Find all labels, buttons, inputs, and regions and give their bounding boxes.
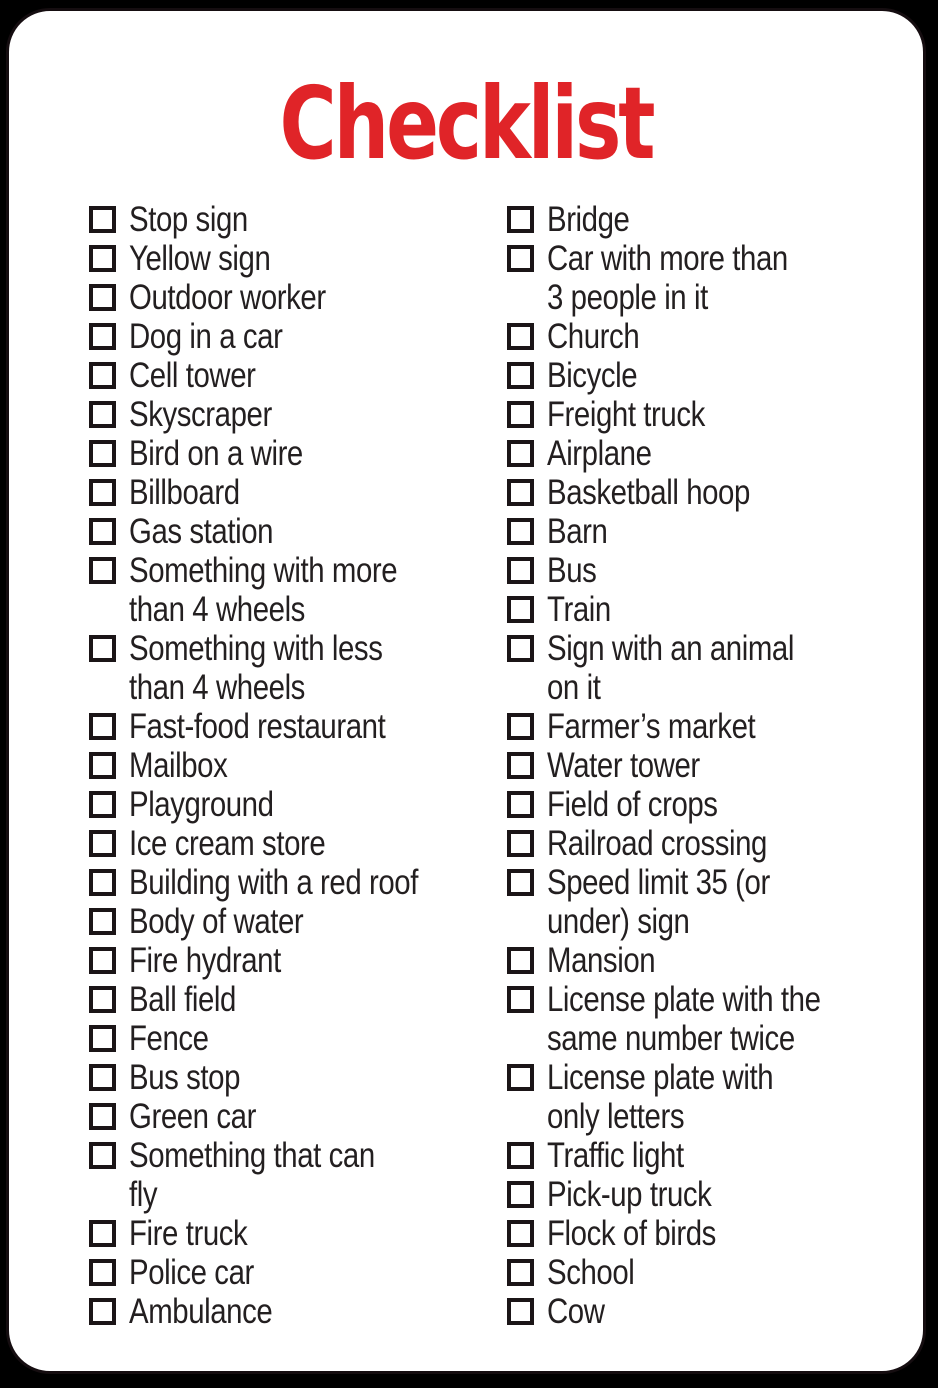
checkbox[interactable]: [89, 986, 116, 1013]
checklist-item-label: Traffic light: [547, 1136, 684, 1175]
checkbox[interactable]: [89, 1298, 116, 1325]
checkbox[interactable]: [89, 323, 116, 350]
checkbox[interactable]: [507, 1142, 534, 1169]
checklist-item: [507, 1175, 923, 1214]
checkbox[interactable]: [507, 1298, 534, 1325]
checklist-item: [507, 1214, 923, 1253]
checklist-item-label: Bus stop: [129, 1058, 241, 1097]
checklist-card: [6, 8, 926, 1374]
checkbox[interactable]: [507, 947, 534, 974]
checklist-item: [89, 1253, 507, 1292]
checkbox[interactable]: [507, 713, 534, 740]
checklist-item: [89, 317, 507, 356]
checklist-item-label: Cell tower: [129, 356, 256, 395]
checklist-item-label: Car with more than 3 people in it: [547, 239, 788, 317]
checkbox[interactable]: [89, 791, 116, 818]
checklist-item-label: Train: [547, 590, 611, 629]
checkbox[interactable]: [89, 557, 116, 584]
checklist-item-label: Green car: [129, 1097, 256, 1136]
checkbox[interactable]: [507, 596, 534, 623]
checklist-item-label: Building with a red roof: [129, 863, 418, 902]
checklist-item: [89, 395, 507, 434]
checklist-item-label: Freight truck: [547, 395, 705, 434]
checkbox[interactable]: [507, 557, 534, 584]
checkbox[interactable]: [507, 245, 534, 272]
checklist-item-label: Bird on a wire: [129, 434, 303, 473]
checklist-item: [89, 1292, 507, 1331]
checkbox[interactable]: [89, 401, 116, 428]
checkbox[interactable]: [89, 362, 116, 389]
checkbox[interactable]: [89, 1259, 116, 1286]
checklist-item: [89, 434, 507, 473]
checkbox[interactable]: [507, 1064, 534, 1091]
checkbox[interactable]: [89, 206, 116, 233]
checklist-item: [89, 1214, 507, 1253]
checkbox[interactable]: [89, 1025, 116, 1052]
checkbox[interactable]: [89, 1064, 116, 1091]
checklist-item: [89, 356, 507, 395]
checklist-item: [507, 629, 923, 707]
checklist-item-label: Church: [547, 317, 640, 356]
checkbox[interactable]: [89, 440, 116, 467]
checkbox[interactable]: [89, 518, 116, 545]
checklist-item: [507, 1292, 923, 1331]
checklist-item-label: Airplane: [547, 434, 652, 473]
checklist-item: [507, 551, 923, 590]
checklist-item: [507, 434, 923, 473]
checkbox[interactable]: [89, 869, 116, 896]
checklist-item: [507, 941, 923, 980]
checklist-item: [89, 902, 507, 941]
checklist-item: [89, 707, 507, 746]
checklist-item: [507, 824, 923, 863]
checkbox[interactable]: [507, 1259, 534, 1286]
checklist-item: [507, 1253, 923, 1292]
checklist-item-label: Stop sign: [129, 200, 248, 239]
checklist-item: [89, 1097, 507, 1136]
checkbox[interactable]: [89, 284, 116, 311]
checklist-item: [89, 278, 507, 317]
checkbox[interactable]: [507, 830, 534, 857]
checklist-item-label: Mailbox: [129, 746, 228, 785]
checklist-item: [507, 863, 923, 941]
checkbox[interactable]: [89, 479, 116, 506]
checkbox[interactable]: [507, 479, 534, 506]
checkbox[interactable]: [89, 635, 116, 662]
checkbox[interactable]: [89, 947, 116, 974]
checklist-item: [507, 473, 923, 512]
checkbox[interactable]: [507, 440, 534, 467]
checklist-item-label: Barn: [547, 512, 608, 551]
checklist-item-label: Bicycle: [547, 356, 638, 395]
checkbox[interactable]: [89, 830, 116, 857]
checklist-item-label: Field of crops: [547, 785, 718, 824]
checklist-item: [507, 785, 923, 824]
checklist-item: [507, 1058, 923, 1136]
checkbox[interactable]: [507, 791, 534, 818]
checklist-item: [89, 980, 507, 1019]
page-title: Checklist: [279, 65, 653, 182]
checklist-item-label: Fast-food restaurant: [129, 707, 386, 746]
checklist-item-label: Ice cream store: [129, 824, 326, 863]
checklist-item-label: Fence: [129, 1019, 209, 1058]
checklist-item-label: Farmer’s market: [547, 707, 756, 746]
checkbox[interactable]: [89, 752, 116, 779]
checkbox[interactable]: [89, 713, 116, 740]
checklist-item-label: Flock of birds: [547, 1214, 716, 1253]
checklist-columns: [89, 200, 923, 1331]
checkbox[interactable]: [507, 1220, 534, 1247]
checklist-item-label: Ball field: [129, 980, 236, 1019]
checkbox[interactable]: [507, 206, 534, 233]
checklist-item-label: Railroad crossing: [547, 824, 768, 863]
checklist-item-label: Skyscraper: [129, 395, 272, 434]
checklist-item: [507, 356, 923, 395]
checklist-item: [89, 1058, 507, 1097]
checklist-item: [507, 707, 923, 746]
checklist-item-label: Fire truck: [129, 1214, 248, 1253]
checkbox[interactable]: [507, 362, 534, 389]
checklist-item-label: Water tower: [547, 746, 700, 785]
checkbox[interactable]: [89, 245, 116, 272]
checklist-item-label: Playground: [129, 785, 274, 824]
checklist-item-label: Yellow sign: [129, 239, 271, 278]
checklist-item: [89, 473, 507, 512]
checkbox[interactable]: [507, 323, 534, 350]
checkbox[interactable]: [89, 1103, 116, 1130]
checklist-item-label: Pick-up truck: [547, 1175, 712, 1214]
checklist-item-label: Bridge: [547, 200, 630, 239]
checkbox[interactable]: [89, 908, 116, 935]
checklist-item-label: Something with less than 4 wheels: [129, 629, 383, 707]
checkbox[interactable]: [507, 518, 534, 545]
checklist-item: [89, 824, 507, 863]
checklist-item: [89, 941, 507, 980]
checklist-item: [507, 746, 923, 785]
checklist-item-label: Basketball hoop: [547, 473, 750, 512]
checklist-item: [507, 239, 923, 317]
checklist-item: [89, 512, 507, 551]
checklist-item-label: Cow: [547, 1292, 605, 1331]
checklist-item: [89, 863, 507, 902]
checklist-item-label: Something that can fly: [129, 1136, 375, 1214]
checkbox[interactable]: [89, 1220, 116, 1247]
checklist-item: [507, 590, 923, 629]
checklist-item: [507, 200, 923, 239]
checkbox[interactable]: [507, 1181, 534, 1208]
checklist-item-label: Outdoor worker: [129, 278, 326, 317]
checklist-item: [507, 980, 923, 1058]
checklist-item: [89, 1136, 507, 1214]
checklist-item-label: Police car: [129, 1253, 254, 1292]
checklist-item-label: Billboard: [129, 473, 240, 512]
checklist-item-label: Gas station: [129, 512, 274, 551]
checklist-item-label: License plate with the same number twice: [547, 980, 821, 1058]
checklist-item: [89, 200, 507, 239]
checkbox[interactable]: [507, 986, 534, 1013]
checklist-item-label: Ambulance: [129, 1292, 273, 1331]
checklist-item-label: Sign with an animal on it: [547, 629, 794, 707]
checklist-item: [89, 551, 507, 629]
checklist-item-label: Speed limit 35 (or under) sign: [547, 863, 770, 941]
checklist-item-label: School: [547, 1253, 635, 1292]
checklist-item-label: Mansion: [547, 941, 656, 980]
checklist-item-label: Body of water: [129, 902, 304, 941]
checklist-item-label: Something with more than 4 wheels: [129, 551, 398, 629]
checklist-item: [507, 1136, 923, 1175]
checkbox[interactable]: [507, 869, 534, 896]
checkbox[interactable]: [507, 401, 534, 428]
checklist-item: [89, 1019, 507, 1058]
checklist-item: [507, 317, 923, 356]
checklist-item: [89, 746, 507, 785]
checkbox[interactable]: [507, 752, 534, 779]
checkbox[interactable]: [89, 1142, 116, 1169]
checklist-item: [89, 629, 507, 707]
checklist-item-label: Dog in a car: [129, 317, 283, 356]
checklist-item: [507, 395, 923, 434]
checklist-item: [89, 239, 507, 278]
checklist-item: [507, 512, 923, 551]
checklist-column-right: [507, 200, 923, 1331]
checklist-item-label: Fire hydrant: [129, 941, 281, 980]
checkbox[interactable]: [507, 635, 534, 662]
checklist-item-label: License plate with only letters: [547, 1058, 774, 1136]
checklist-item: [89, 785, 507, 824]
checklist-item-label: Bus: [547, 551, 597, 590]
checklist-column-left: [89, 200, 507, 1331]
